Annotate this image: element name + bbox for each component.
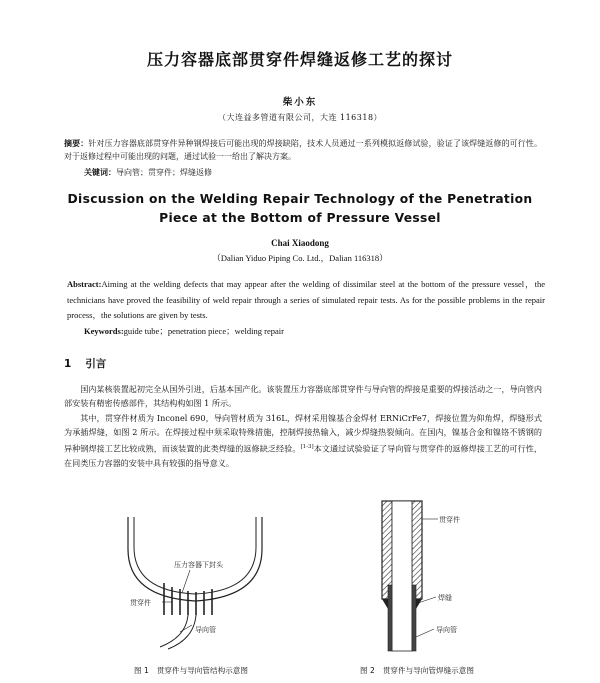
abstract-english — [67, 277, 545, 324]
body-paragraph-1: 国内某核装置起初完全从国外引进，后基本国产化。该装置压力容器底部贯穿件与导向管的焊接是重要的焊接活动之一，导向管内部安装有精密传感部件，其结构构如图 1 所示。 — [64, 384, 542, 409]
abstract-chinese — [64, 137, 542, 163]
figure-1-caption-text: 贯穿件与导向管结构示意图 — [156, 666, 248, 675]
keywords-chinese-text: 导向管；贯穿件；焊缝返修 — [116, 168, 212, 177]
keywords-english — [84, 324, 284, 339]
figure-1-label-piece: 贯穿件 — [130, 599, 151, 607]
figure-2-label-tube: 导向管 — [436, 626, 457, 634]
section-title: 引言 — [85, 358, 107, 370]
abstract-chinese-label: 摘要： — [64, 139, 89, 148]
figure-1-drawing — [120, 497, 270, 657]
figure-1-label-tube: 导向管 — [195, 626, 216, 634]
author-english: Chai Xiaodong — [271, 238, 329, 248]
affiliation-english: （Dalian Yiduo Piping Co. Ltd.，Dalian 116318） — [212, 253, 388, 263]
weld-right — [416, 599, 422, 609]
figure-2-caption — [360, 665, 474, 676]
body-paragraph-2-text: 其中，贯穿件材质为 Inconel 690，导向管材质为 316L，焊材采用镍基合金焊材 ERNiCrFe7，焊接位置为仰角焊，焊缝形式为承插焊缝，如图 2 所示。在焊接过程中须采取特殊措施，控制焊接热输入，减少焊缝热裂倾向。在国内，镍基合金和镍铬不锈钢的异种钢焊接工艺比较成熟，而该装置的此类焊缝的返修缺乏经验。 — [64, 412, 542, 454]
title-english — [0, 190, 600, 228]
guide-tube-curve — [160, 615, 188, 647]
title-english-line1: Discussion on the Welding Repair Technology of the Penetration — [67, 192, 533, 206]
abstract-english-text: Aiming at the welding defects that may appear after the welding of dissimilar steel at the bottom of the pressure vessel，the technicians have proved the feasibility of weld repair through a series of simulated repair tests. As for the possible problems in the repair process，the solutions are given by tests. — [67, 279, 545, 320]
abstract-chinese-text: 针对压力容器底部贯穿件异种钢焊接后可能出现的焊接缺陷，技术人员通过一系列模拟返修试验，验证了该焊缝返修的可行性。对于返修过程中可能出现的问题，通过试验一一给出了解决方案。 — [64, 139, 542, 161]
keywords-english-label: Keywords: — [84, 326, 124, 336]
body-text — [64, 382, 542, 470]
figure-1 — [120, 497, 270, 657]
figure-2-label-piece: 贯穿件 — [439, 516, 460, 524]
citation-ref: [1-3] — [300, 443, 314, 450]
abstract-english-label: Abstract: — [67, 279, 102, 289]
title-chinese: 压力容器底部贯穿件焊缝返修工艺的探讨 — [146, 50, 453, 69]
figure-2-drawing — [368, 497, 483, 657]
title-english-line2: Piece at the Bottom of Pressure Vessel — [159, 211, 441, 225]
penetration-pieces — [164, 583, 212, 615]
body-paragraph-3-text: 本文通过试验验证了导向管与贯穿件的返修焊接工艺的可行性，在同类压力容器的安装中具有较强的指导意义。 — [64, 443, 542, 468]
vessel-head-outer — [128, 517, 262, 601]
figure-1-caption-label: 图 1 — [134, 666, 149, 675]
section-heading — [64, 356, 106, 371]
figure-1-label-vessel: 压力容器下封头 — [174, 561, 223, 569]
figure-2 — [368, 497, 483, 657]
keywords-chinese — [84, 166, 212, 179]
vessel-head-inner — [134, 517, 256, 594]
guide-tube-wall-right — [412, 585, 416, 651]
figure-2-label-weld: 焊缝 — [438, 594, 452, 602]
author-chinese: 柴小东 — [282, 97, 318, 108]
figure-2-caption-label: 图 2 — [360, 666, 375, 675]
section-number: 1 — [64, 358, 72, 370]
keywords-chinese-label: 关键词： — [84, 168, 116, 177]
body-paragraph-2 — [64, 411, 542, 470]
keywords-english-text: guide tube；penetration piece；welding repair — [123, 326, 284, 336]
figure-1-caption — [134, 665, 248, 676]
weld-left — [382, 599, 388, 609]
guide-tube-wall-left — [388, 585, 392, 651]
affiliation-chinese: （大连益多管道有限公司，大连 116318） — [217, 113, 383, 122]
figure-2-caption-text: 贯穿件与导向管焊缝示意图 — [382, 666, 474, 675]
